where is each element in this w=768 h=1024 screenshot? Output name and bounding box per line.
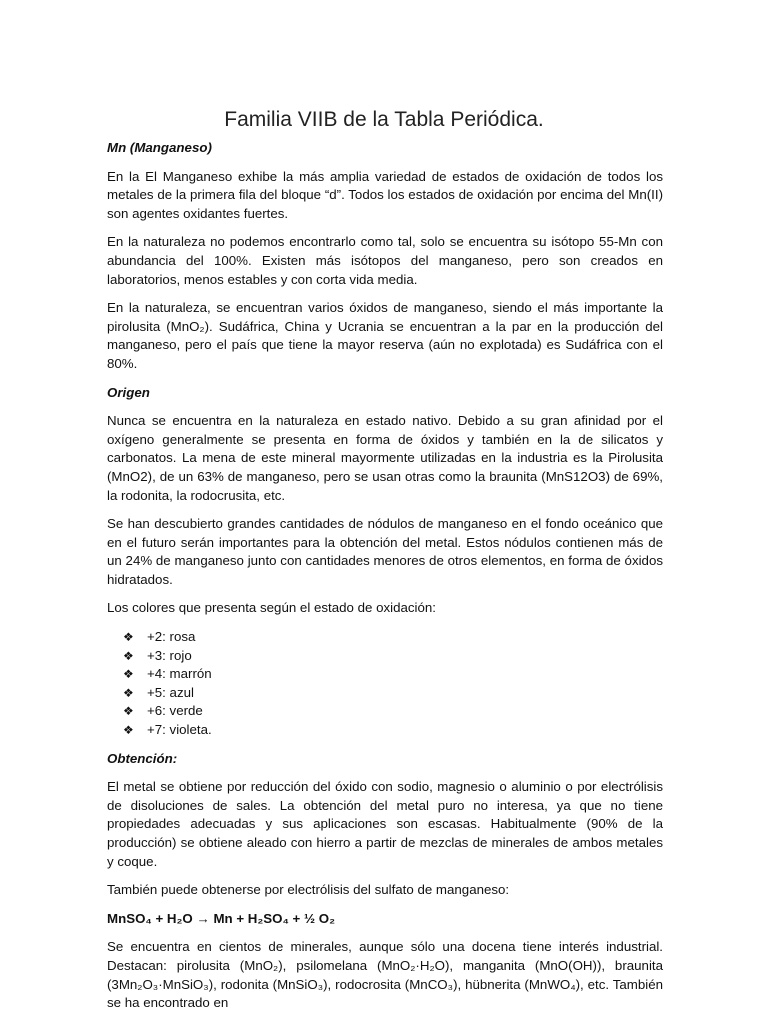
section-heading-manganeso: Mn (Manganeso): [107, 140, 212, 155]
paragraph-electrolysis: También puede obtenerse por electrólisis del sulfato de manganeso:: [107, 882, 510, 898]
list-item-text: +4: marrón: [147, 666, 212, 682]
list-item: [123, 702, 663, 721]
list-item: [123, 628, 663, 647]
paragraph-oxidation-states: En la El Manganeso exhibe la más amplia variedad de estados de oxidación de todos los metales de la primera fila del bloque “d”. Todos los estados de oxidación por encima del Mn(II) son agentes oxidantes fuertes.: [107, 168, 663, 221]
paragraph-oxides: En la naturaleza, se encuentran varios óxidos de manganeso, siendo el más importante la pirolusita (MnO₂). Sudáfrica, China y Ucrania se encuentran a la par en la producción del manganeso, pero el país que tiene la mayor reserva (aún no explotada) es Sudáfrica con el 80%.: [107, 300, 663, 371]
paragraph-nodules: Se han descubierto grandes cantidades de nódulos de manganeso en el fondo oceánico que en el futuro serán importantes para la obtención del metal. Estos nódulos contienen más de un 24% de manganeso junto con cantidades menores de otros elementos, en forma de óxidos hidratados.: [107, 516, 663, 587]
chemical-equation: MnSO₄ + H₂O → Mn + H₂SO₄ + ½ O₂: [107, 910, 336, 926]
diamond-bullet-icon: ❖: [123, 667, 134, 682]
diamond-bullet-icon: ❖: [123, 685, 134, 700]
list-item-text: +7: violeta.: [147, 722, 212, 738]
diamond-bullet-icon: ❖: [123, 648, 134, 663]
paragraph-obtaining: El metal se obtiene por reducción del óxido con sodio, magnesio o aluminio o por electrólisis de disoluciones de sales. La obtención del metal puro no interesa, ya que no tiene propiedades adecuadas y sus aplicaciones son escasas. Habitualmente (90% de la producción) se obtiene aleado con hierro a partir de mezclas de minerales de ambos metales y coque.: [107, 779, 663, 869]
diamond-bullet-icon: ❖: [123, 630, 134, 645]
list-item: [123, 684, 663, 703]
paragraph-isotopes: En la naturaleza no podemos encontrarlo como tal, solo se encuentra su isótopo 55-Mn con abundancia del 100%. Existen más isótopos del manganeso, pero son creados en laboratorios, menos estables y con corta vida media.: [107, 234, 663, 287]
paragraph-origin: Nunca se encuentra en la naturaleza en estado nativo. Debido a su gran afinidad por el oxígeno generalmente se presenta en forma de óxidos y también en la de silicatos y carbonatos. La mena de este mineral mayormente utilizadas en la industria es la Pirolusita (MnO2), de un 63% de manganeso, pero se usan otras como la braunita (MnS12O3) de 69%, la rodonita, la rodocrusita, etc.: [107, 413, 663, 503]
section-heading-obtencion: Obtención:: [107, 750, 178, 766]
paragraph-colors-intro: Los colores que presenta según el estado de oxidación:: [107, 600, 436, 616]
list-item: [123, 721, 663, 740]
list-item: [123, 665, 663, 684]
list-item-text: +3: rojo: [147, 647, 192, 663]
paragraph-minerals: Se encuentra en cientos de minerales, aunque sólo una docena tiene interés industrial. Destacan: pirolusita (MnO₂), psilomelana (MnO₂·H₂O), manganita (MnO(OH)), braunita (3Mn₂O₃·MnSiO₃), rodonita (MnSiO₃), rodocrosita (MnCO₃), hübnerita (MnWO₄), etc. También se ha encontrado en: [107, 939, 663, 1011]
section-heading-origen: Origen: [107, 384, 150, 400]
list-item-text: +5: azul: [147, 684, 194, 700]
list-item: [123, 647, 663, 666]
colors-list: [107, 628, 663, 740]
list-item-text: +2: rosa: [147, 629, 196, 645]
diamond-bullet-icon: ❖: [123, 704, 134, 719]
list-item-text: +6: verde: [147, 703, 203, 719]
diamond-bullet-icon: ❖: [123, 723, 134, 738]
document-body: [107, 139, 663, 1023]
document-title: Familia VIIB de la Tabla Periódica.: [224, 108, 544, 131]
